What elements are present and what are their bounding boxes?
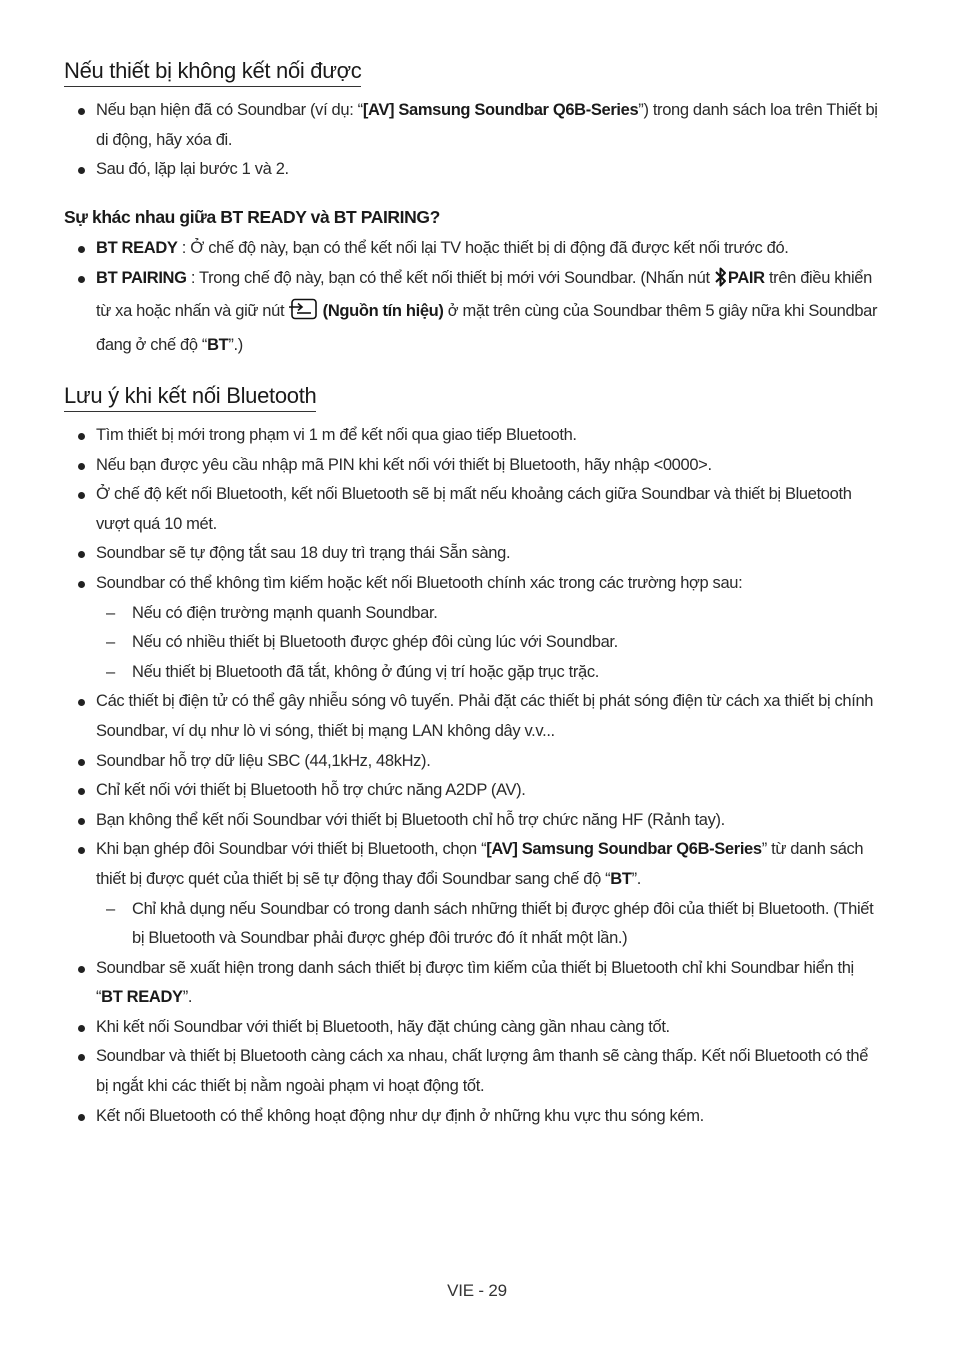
list-item: BT PAIRING : Trong chế độ này, bạn có thể kết nối thiết bị mới với Soundbar. (Nhấn nút PAIR trên điều khiển từ xa hoặc nhấn và giữ nút (Nguồn tín hiệu) ở mặt trên cùng của Soundbar thêm 5 giây nữa khi Soundbar đang ở chế độ “BT”.) xyxy=(78,264,878,361)
subsection-title-bt-modes: Sự khác nhau giữa BT READY và BT PAIRING? xyxy=(64,207,440,227)
bt-ready-label: BT READY xyxy=(101,988,183,1007)
source-input-icon xyxy=(288,298,318,331)
section-title-not-connected: Nếu thiết bị không kết nối được xyxy=(64,58,361,87)
list-item: Ở chế độ kết nối Bluetooth, kết nối Bluetooth sẽ bị mất nếu khoảng cách giữa Soundbar và thiết bị Bluetooth vượt quá 10 mét. xyxy=(78,480,878,539)
bt-mode-label: BT xyxy=(610,869,632,888)
device-name: [AV] Samsung Soundbar Q6B-Series xyxy=(362,101,639,119)
list-item: Nếu bạn hiện đã có Soundbar (ví dụ: “[AV] Samsung Soundbar Q6B-Series”) trong danh sách loa trên Thiết bị di động, hãy xóa đi. xyxy=(78,96,878,155)
list-item: Soundbar và thiết bị Bluetooth càng cách xa nhau, chất lượng âm thanh sẽ càng thấp. Kết nối Bluetooth có thể bị ngắt khi các thiết bị nằm ngoài phạm vi hoạt động tốt. xyxy=(78,1042,878,1101)
sub-list-item: – Chỉ khả dụng nếu Soundbar có trong danh sách những thiết bị được ghép đôi của thiết bị Bluetooth. (Thiết bị Bluetooth và Soundbar phải được ghép đôi trước đó ít nhất một lần.) xyxy=(78,895,878,954)
list-item: Khi bạn ghép đôi Soundbar với thiết bị Bluetooth, chọn “[AV] Samsung Soundbar Q6B-Series” từ danh sách thiết bị được quét của thiết bị sẽ tự động thay đổi Soundbar sang chế độ “BT”. xyxy=(78,835,878,894)
list-item: Nếu bạn được yêu cầu nhập mã PIN khi kết nối với thiết bị Bluetooth, hãy nhập <0000>. xyxy=(78,451,878,481)
sub-list-item: – Nếu có nhiều thiết bị Bluetooth được ghép đôi cùng lúc với Soundbar. xyxy=(78,628,878,658)
list-item: Soundbar sẽ tự động tắt sau 18 duy trì trạng thái Sẵn sàng. xyxy=(78,539,878,569)
section-title-bluetooth-notes: Lưu ý khi kết nối Bluetooth xyxy=(64,383,316,412)
page-number: VIE - 29 xyxy=(447,1281,507,1300)
list-item: Soundbar hỗ trợ dữ liệu SBC (44,1kHz, 48kHz). xyxy=(78,747,878,777)
bt-pairing-label: BT PAIRING xyxy=(96,268,187,287)
pair-button-label: PAIR xyxy=(727,268,765,287)
bt-ready-label: BT READY xyxy=(96,239,178,257)
bluetooth-notes-list xyxy=(78,421,878,1131)
list-item: Bạn không thể kết nối Soundbar với thiết bị Bluetooth chỉ hỗ trợ chức năng HF (Rảnh tay). xyxy=(78,806,878,836)
list-item: Khi kết nối Soundbar với thiết bị Bluetooth, hãy đặt chúng càng gần nhau càng tốt. xyxy=(78,1013,878,1043)
list-item: BT READY : Ở chế độ này, bạn có thể kết nối lại TV hoặc thiết bị di động đã được kết nối trước đó. xyxy=(78,234,878,264)
bt-modes-list xyxy=(78,234,878,360)
troubleshoot-list xyxy=(78,96,878,185)
sub-list-item: – Nếu có điện trường mạnh quanh Soundbar. xyxy=(78,599,878,629)
bt-mode-label: BT xyxy=(207,335,229,354)
list-item: Chỉ kết nối với thiết bị Bluetooth hỗ trợ chức năng A2DP (AV). xyxy=(78,776,878,806)
list-item: Soundbar có thể không tìm kiếm hoặc kết nối Bluetooth chính xác trong các trường hợp sau: xyxy=(78,569,878,599)
sub-list-item: – Nếu thiết bị Bluetooth đã tắt, không ở đúng vị trí hoặc gặp trục trặc. xyxy=(78,658,878,688)
source-label: (Nguồn tín hiệu) xyxy=(322,302,444,321)
device-name: [AV] Samsung Soundbar Q6B-Series xyxy=(486,840,762,859)
bluetooth-icon xyxy=(714,267,728,298)
list-item: Soundbar sẽ xuất hiện trong danh sách thiết bị được tìm kiếm của thiết bị Bluetooth chỉ khi Soundbar hiển thị “BT READY”. xyxy=(78,954,878,1013)
list-item: Sau đó, lặp lại bước 1 và 2. xyxy=(78,155,878,185)
list-item: Tìm thiết bị mới trong phạm vi 1 m để kết nối qua giao tiếp Bluetooth. xyxy=(78,421,878,451)
list-item: Kết nối Bluetooth có thể không hoạt động như dự định ở những khu vực thu sóng kém. xyxy=(78,1102,878,1132)
list-item: Các thiết bị điện tử có thể gây nhiễu sóng vô tuyến. Phải đặt các thiết bị phát sóng điện từ cách xa thiết bị chính Soundbar, ví dụ như lò vi sóng, thiết bị mạng LAN không dây v.v... xyxy=(78,687,878,746)
